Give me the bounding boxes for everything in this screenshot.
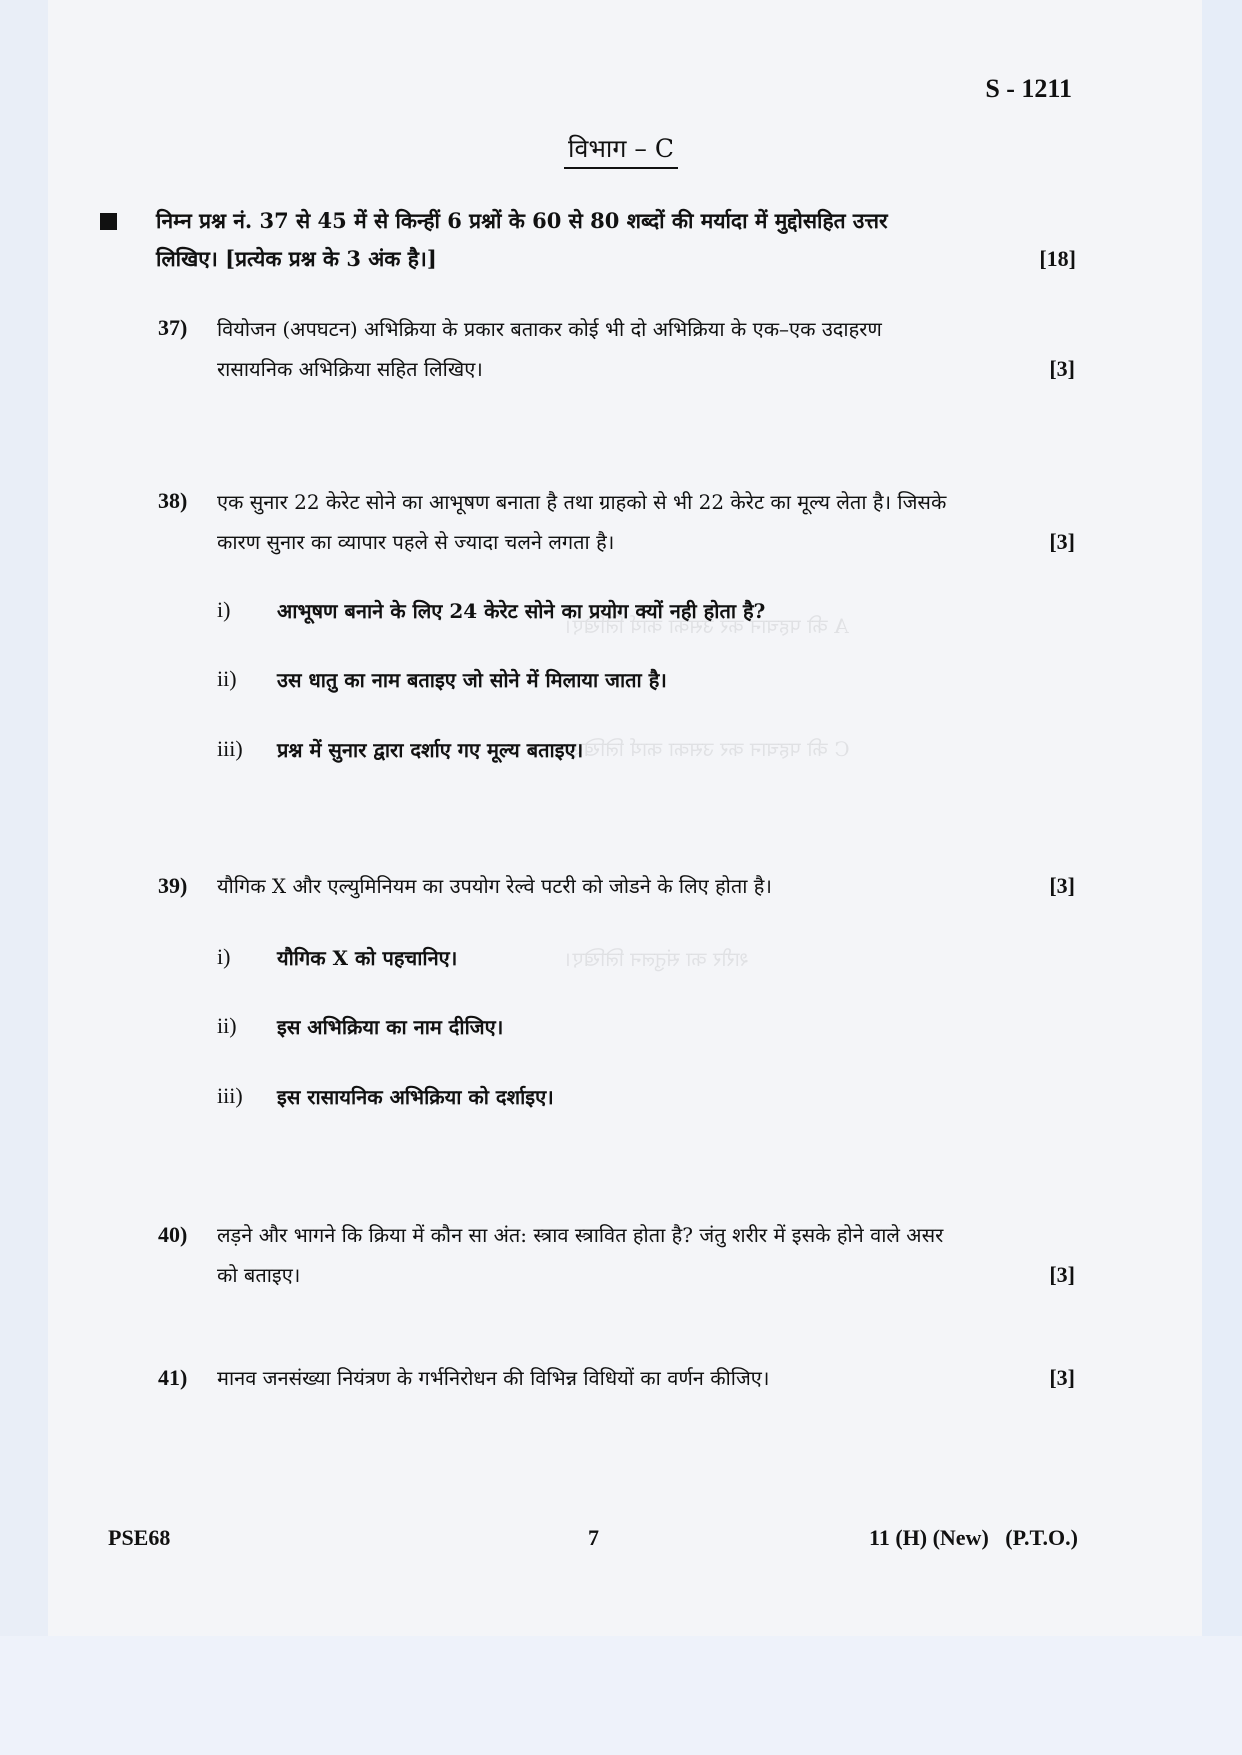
question-text: मानव जनसंख्या नियंत्रण के गर्भनिरोधन की विभिन्न विधियों का वर्णन कीजिए। [217, 1366, 770, 1390]
question-number: 38) [158, 488, 188, 513]
question-text: को बताइए। [217, 1263, 301, 1287]
section-title-text: विभाग – C [564, 134, 678, 169]
sub-question-text: प्रश्न में सुनार द्वारा दर्शाए गए मूल्य बताइए। [277, 738, 584, 762]
question-number: 41) [158, 1365, 188, 1390]
bleed-through-text: C की पहचान कर उसका कार्य लिखिए। [565, 737, 850, 761]
paper-code: S - 1211 [985, 74, 1072, 103]
question-text: लड़ने और भागने कि क्रिया में कौन सा अंत: स्त्राव स्त्रावित होता है? जंतु शरीर में इसके होने वाले असर [217, 1223, 944, 1247]
section-title [0, 131, 1242, 165]
sub-question-number: iii) [217, 736, 243, 761]
sub-question-number: ii) [217, 1013, 237, 1038]
instruction-line-1: निम्न प्रश्न नं. 37 से 45 में से किन्हीं 6 प्रश्नों के 60 से 80 शब्दों की मर्यादा में मुद्दोसहित उत्तर [156, 208, 888, 233]
page-bottom-margin [0, 1636, 1242, 1755]
instruction-marks: [18] [1039, 246, 1076, 271]
question-text: एक सुनार 22 केरेट सोने का आभूषण बनाता है तथा ग्राहको से भी 22 केरेट का मूल्य लेता है। जिसके [217, 490, 947, 514]
page-number: 7 [588, 1525, 599, 1550]
sub-question-number: ii) [217, 666, 237, 691]
question-40 [217, 1215, 1075, 1295]
sub-question [217, 736, 583, 763]
question-39 [217, 866, 1075, 906]
sub-question [217, 944, 457, 971]
bleed-through-text: A की पहचान कर उसका कार्य लिखिए। [565, 614, 849, 638]
question-number: 40) [158, 1222, 188, 1247]
question-38 [217, 482, 1075, 562]
question-41 [217, 1358, 1075, 1398]
footer-subject: 11 (H) (New) (P.T.O.) [869, 1525, 1078, 1550]
sub-question-text: इस अभिक्रिया का नाम दीजिए। [277, 1015, 504, 1039]
footer-code: PSE68 [108, 1525, 171, 1550]
square-bullet-icon [100, 213, 117, 230]
question-marks: [3] [1049, 1262, 1075, 1287]
page-margin [1202, 0, 1242, 1755]
sub-question-number: i) [217, 597, 231, 622]
sub-question [217, 666, 667, 693]
sub-question-number: i) [217, 944, 231, 969]
sub-question-number: iii) [217, 1083, 243, 1108]
question-text: यौगिक X और एल्युमिनियम का उपयोग रेल्वे पटरी को जोडने के लिए होता है। [217, 874, 773, 898]
sub-question-text: यौगिक X को पहचानिए। [277, 946, 458, 970]
sub-question-text: इस रासायनिक अभिक्रिया को दर्शाइए। [277, 1085, 554, 1109]
sub-question-text: उस धातु का नाम बताइए जो सोने में मिलाया जाता है। [277, 668, 667, 692]
bleed-through-text: शरीर का संतुलन लिखिए। [565, 947, 749, 971]
question-text: कारण सुनार का व्यापार पहले से ज्यादा चलने लगता है। [217, 530, 615, 554]
question-marks: [3] [1049, 873, 1075, 898]
sub-question [217, 1083, 554, 1110]
sub-question-text: आभूषण बनाने के लिए 24 केरेट सोने का प्रयोग क्यों नही होता है? [277, 599, 766, 623]
question-text: रासायनिक अभिक्रिया सहित लिखिए। [217, 357, 483, 381]
question-number: 37) [158, 315, 188, 340]
sub-question [217, 597, 765, 624]
question-text: वियोजन (अपघटन) अभिक्रिया के प्रकार बताकर कोई भी दो अभिक्रिया के एक–एक उदाहरण [217, 317, 882, 341]
instruction-line-2: लिखिए। [प्रत्येक प्रश्न के 3 अंक है।] [156, 246, 437, 271]
question-37 [217, 309, 1075, 389]
sub-question [217, 1013, 503, 1040]
question-number: 39) [158, 873, 188, 898]
instructions [156, 202, 1076, 278]
question-marks: [3] [1049, 356, 1075, 381]
question-marks: [3] [1049, 1365, 1075, 1390]
question-marks: [3] [1049, 529, 1075, 554]
